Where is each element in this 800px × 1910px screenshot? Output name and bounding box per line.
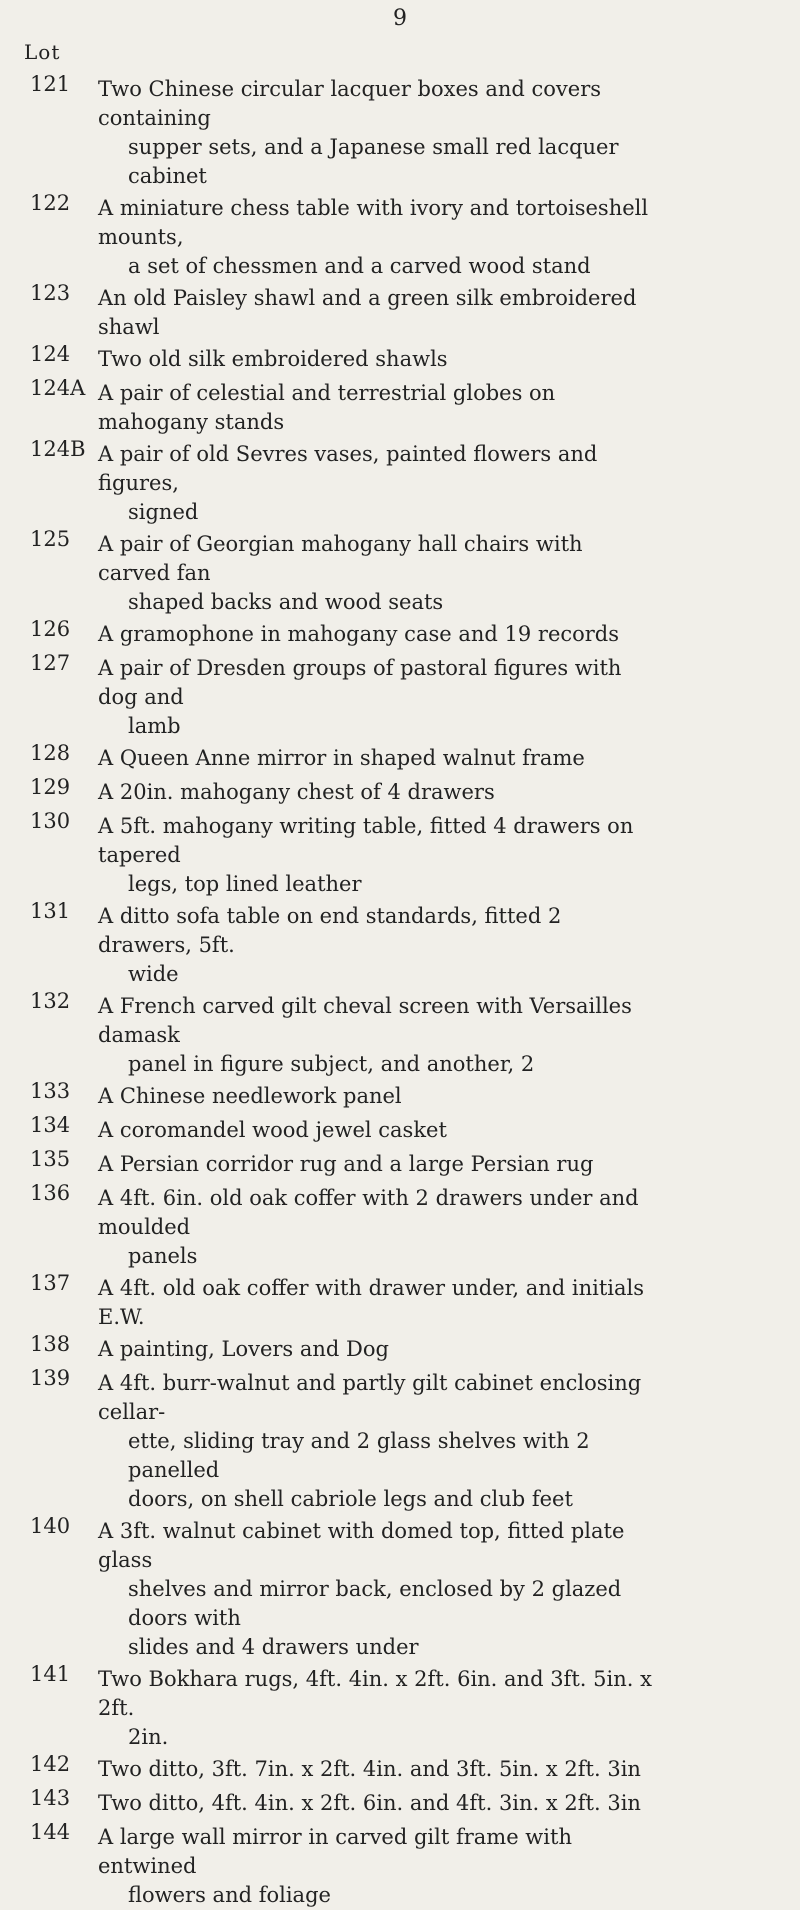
lot-number: 128 (30, 741, 71, 765)
lot-entry (0, 437, 800, 527)
lot-entry (0, 899, 800, 989)
lot-description (98, 1181, 658, 1271)
lot-description-line: A 20in. mahogany chest of 4 drawers (98, 780, 495, 804)
lot-description-line: A pair of Georgian mahogany hall chairs with carved fan (98, 532, 583, 585)
lot-description (98, 437, 658, 527)
lot-number: 140 (30, 1514, 71, 1538)
lot-description (98, 1662, 658, 1752)
lot-number: 124 (30, 342, 71, 366)
lot-description-line: legs, top lined leather (128, 872, 362, 896)
lot-entry (0, 1786, 800, 1820)
lot-description-line: A coromandel wood jewel casket (98, 1118, 447, 1142)
lot-description (98, 1271, 658, 1332)
lot-description (98, 1514, 658, 1662)
lot-number: 132 (30, 989, 71, 1013)
lot-entry (0, 1752, 800, 1786)
lot-description (98, 1366, 658, 1514)
lot-entry (0, 1514, 800, 1662)
lot-description-line: A 4ft. old oak coffer with drawer under, and initials E.W. (98, 1276, 645, 1329)
lot-description-line: A pair of celestial and terrestrial globes on mahogany stands (98, 381, 556, 434)
lot-description (98, 376, 658, 437)
lot-description-line: A ditto sofa table on end standards, fitted 2 drawers, 5ft. (98, 904, 562, 957)
lot-number: 121 (30, 72, 71, 96)
lot-list (0, 72, 800, 1910)
lot-entry (0, 775, 800, 809)
lot-number: 134 (30, 1113, 71, 1137)
lot-number: 127 (30, 651, 71, 675)
lot-description-line: flowers and foliage (128, 1883, 331, 1907)
lot-number: 123 (30, 281, 71, 305)
lot-entry (0, 342, 800, 376)
lot-description (98, 899, 658, 989)
lot-description (98, 1786, 658, 1818)
lot-entry (0, 72, 800, 191)
page-number: 9 (393, 6, 407, 31)
lot-description-line: An old Paisley shawl and a green silk embroidered shawl (98, 286, 637, 339)
lot-description (98, 342, 658, 374)
lot-entry (0, 376, 800, 437)
lot-number: 125 (30, 527, 71, 551)
lot-description-line: 2in. (128, 1725, 169, 1749)
lot-number: 143 (30, 1786, 71, 1810)
lot-description-line: A painting, Lovers and Dog (98, 1337, 389, 1361)
lot-number: 124A (30, 376, 86, 400)
lot-entry (0, 191, 800, 281)
lot-entry (0, 651, 800, 741)
lot-entry (0, 1662, 800, 1752)
lot-description-line: slides and 4 drawers under (128, 1635, 419, 1659)
lot-entry (0, 1079, 800, 1113)
lot-description (98, 1332, 658, 1364)
lot-number: 130 (30, 809, 71, 833)
lot-description-line: signed (128, 500, 199, 524)
lot-entry (0, 741, 800, 775)
lot-column-header: Lot (24, 40, 61, 64)
lot-description-line: Two Chinese circular lacquer boxes and covers containing (98, 77, 602, 130)
lot-entry (0, 1820, 800, 1910)
lot-description-line: A pair of Dresden groups of pastoral figures with dog and (98, 656, 622, 709)
lot-description (98, 775, 658, 807)
lot-entry (0, 1113, 800, 1147)
lot-description-line: A miniature chess table with ivory and tortoiseshell mounts, (98, 196, 649, 249)
lot-entry (0, 1147, 800, 1181)
lot-description-line: A large wall mirror in carved gilt frame with entwined (98, 1825, 572, 1878)
lot-description-line: Two ditto, 3ft. 7in. x 2ft. 4in. and 3ft. 5in. x 2ft. 3in (98, 1757, 641, 1781)
lot-number: 141 (30, 1662, 71, 1686)
lot-description-line: A 4ft. burr-walnut and partly gilt cabinet enclosing cellar- (98, 1371, 642, 1424)
lot-description (98, 1820, 658, 1910)
lot-description-line: Two ditto, 4ft. 4in. x 2ft. 6in. and 4ft. 3in. x 2ft. 3in (98, 1791, 641, 1815)
lot-description-line: A pair of old Sevres vases, painted flowers and figures, (98, 442, 598, 495)
lot-description-line: panels (128, 1244, 198, 1268)
lot-description-line: Two old silk embroidered shawls (98, 347, 448, 371)
lot-entry (0, 809, 800, 899)
lot-entry (0, 281, 800, 342)
lot-description-line: Two Bokhara rugs, 4ft. 4in. x 2ft. 6in. and 3ft. 5in. x 2ft. (98, 1667, 652, 1720)
lot-description-line: doors, on shell cabriole legs and club feet (128, 1487, 573, 1511)
lot-entry (0, 1332, 800, 1366)
lot-description-line: A French carved gilt cheval screen with Versailles damask (98, 994, 632, 1047)
lot-description (98, 191, 658, 281)
lot-description-line: wide (128, 962, 179, 986)
lot-description-line: A Chinese needlework panel (98, 1084, 402, 1108)
lot-number: 136 (30, 1181, 71, 1205)
lot-number: 142 (30, 1752, 71, 1776)
lot-description (98, 989, 658, 1079)
lot-description-line: A 3ft. walnut cabinet with domed top, fitted plate glass (98, 1519, 625, 1572)
lot-description-line: A Persian corridor rug and a large Persian rug (98, 1152, 594, 1176)
lot-number: 126 (30, 617, 71, 641)
lot-number: 135 (30, 1147, 71, 1171)
lot-entry (0, 617, 800, 651)
lot-number: 137 (30, 1271, 71, 1295)
lot-number: 133 (30, 1079, 71, 1103)
lot-description (98, 1113, 658, 1145)
lot-number: 139 (30, 1366, 71, 1390)
lot-number: 144 (30, 1820, 71, 1844)
lot-description (98, 809, 658, 899)
lot-description (98, 1752, 658, 1784)
lot-description-line: A 4ft. 6in. old oak coffer with 2 drawers under and moulded (98, 1186, 639, 1239)
lot-description (98, 741, 658, 773)
lot-description-line: A Queen Anne mirror in shaped walnut frame (98, 746, 585, 770)
lot-number: 131 (30, 899, 71, 923)
lot-number: 138 (30, 1332, 71, 1356)
lot-description-line: panel in figure subject, and another, 2 (128, 1052, 535, 1076)
lot-entry (0, 1181, 800, 1271)
lot-description (98, 1079, 658, 1111)
lot-description-line: ette, sliding tray and 2 glass shelves with 2 panelled (128, 1429, 590, 1482)
lot-description-line: shelves and mirror back, enclosed by 2 glazed doors with (128, 1577, 622, 1630)
lot-entry (0, 527, 800, 617)
lot-description-line: A gramophone in mahogany case and 19 records (98, 622, 620, 646)
lot-number: 129 (30, 775, 71, 799)
lot-description-line: shaped backs and wood seats (128, 590, 444, 614)
lot-entry (0, 1366, 800, 1514)
lot-description-line: supper sets, and a Japanese small red lacquer cabinet (128, 135, 619, 188)
lot-description-line: lamb (128, 714, 181, 738)
lot-number: 124B (30, 437, 86, 461)
lot-description (98, 527, 658, 617)
lot-number: 122 (30, 191, 71, 215)
lot-description-line: a set of chessmen and a carved wood stand (128, 254, 591, 278)
lot-entry (0, 989, 800, 1079)
lot-description (98, 1147, 658, 1179)
lot-description (98, 281, 658, 342)
lot-entry (0, 1271, 800, 1332)
lot-description (98, 651, 658, 741)
lot-description-line: A 5ft. mahogany writing table, fitted 4 drawers on tapered (98, 814, 634, 867)
lot-description (98, 617, 658, 649)
lot-description (98, 72, 658, 191)
